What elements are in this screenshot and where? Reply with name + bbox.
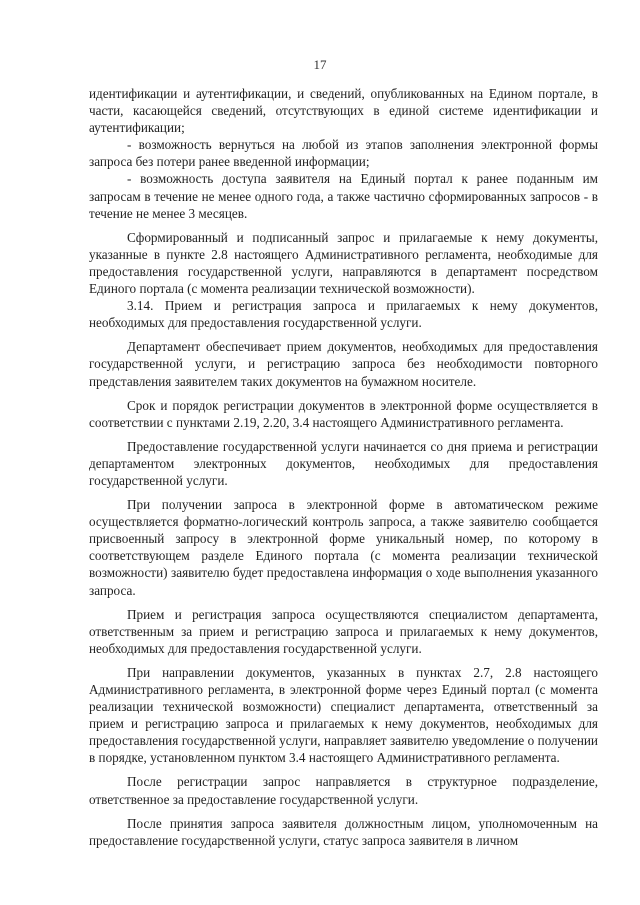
paragraph-identification: идентификации и аутентификации, и сведений, опубликованных на Едином портале, в части, касающейся сведений, отсутствующих в единой системе идентификации и аутентификации; bbox=[89, 86, 598, 136]
page-number: 17 bbox=[313, 57, 327, 72]
paragraph-registration-term: Срок и порядок регистрации документов в электронной форме осуществляется в соответствии с пунктами 2.19, 2.20, 3.4 настоящего Административного регламента. bbox=[89, 397, 598, 430]
paragraph-service-start: Предоставление государственной услуги начинается со дня приема и регистрации департаментом электронных документов, необходимых для предоставления государственной услуги. bbox=[89, 438, 598, 488]
paragraph-access-requests: - возможность доступа заявителя на Единый портал к ранее поданным им запросам в течение не менее одного года, а также частично сформированных запросов - в течение не менее 3 месяцев. bbox=[89, 171, 598, 221]
section-heading-3-14: 3.14. Прием и регистрация запроса и прилагаемых к нему документов, необходимых для предоставления государственной услуги. bbox=[89, 298, 598, 331]
paragraph-format-control: При получении запроса в электронной форме в автоматическом режиме осуществляется форматно-логический контроль запроса, а также заявителю сообщается присвоенный запросу в электронной форме уникальный номер, по которому в соответствующем разделе Единого портала (с момента реализации технической возможности) заявителю будет предоставлена информация о ходе выполнения указанного запроса. bbox=[89, 497, 598, 598]
paragraph-request-status: После принятия запроса заявителя должностным лицом, уполномоченным на предоставление государственной услуги, статус запроса заявителя в личном bbox=[89, 815, 598, 848]
document-body bbox=[89, 85, 598, 849]
paragraph-specialist-registration: Прием и регистрация запроса осуществляются специалистом департамента, ответственным за прием и регистрацию запроса и прилагаемых к нему документов, необходимых для предоставления государственной услуги. bbox=[89, 606, 598, 656]
paragraph-department-provides: Департамент обеспечивает прием документов, необходимых для предоставления государственной услуги, и регистрацию запроса без необходимости повторного представления заявителем таких документов на бумажном носителе. bbox=[89, 339, 598, 389]
paragraph-notification: При направлении документов, указанных в пунктах 2.7, 2.8 настоящего Административного регламента, в электронной форме через Единый портал (с момента реализации технической возможности) специалист департамента, ответственный за прием и регистрацию запроса и прилагаемых к нему документов, необходимых для предоставления государственной услуги, направляет заявителю уведомление о получении в порядке, установленном пунктом 3.4 настоящего Административного регламента. bbox=[89, 664, 598, 766]
paragraph-signed-request: Сформированный и подписанный запрос и прилагаемые к нему документы, указанные в пункте 2.8 настоящего Административного регламента, необходимые для предоставления государственной услуги, направляются в департамент посредством Единого портала (с момента реализации технической возможности). bbox=[89, 229, 598, 297]
paragraph-return-to-step: - возможность вернуться на любой из этапов заполнения электронной формы запроса без потери ранее введенной информации; bbox=[89, 137, 598, 170]
paragraph-structural-unit: После регистрации запрос направляется в структурное подразделение, ответственное за предоставление государственной услуги. bbox=[89, 774, 598, 807]
